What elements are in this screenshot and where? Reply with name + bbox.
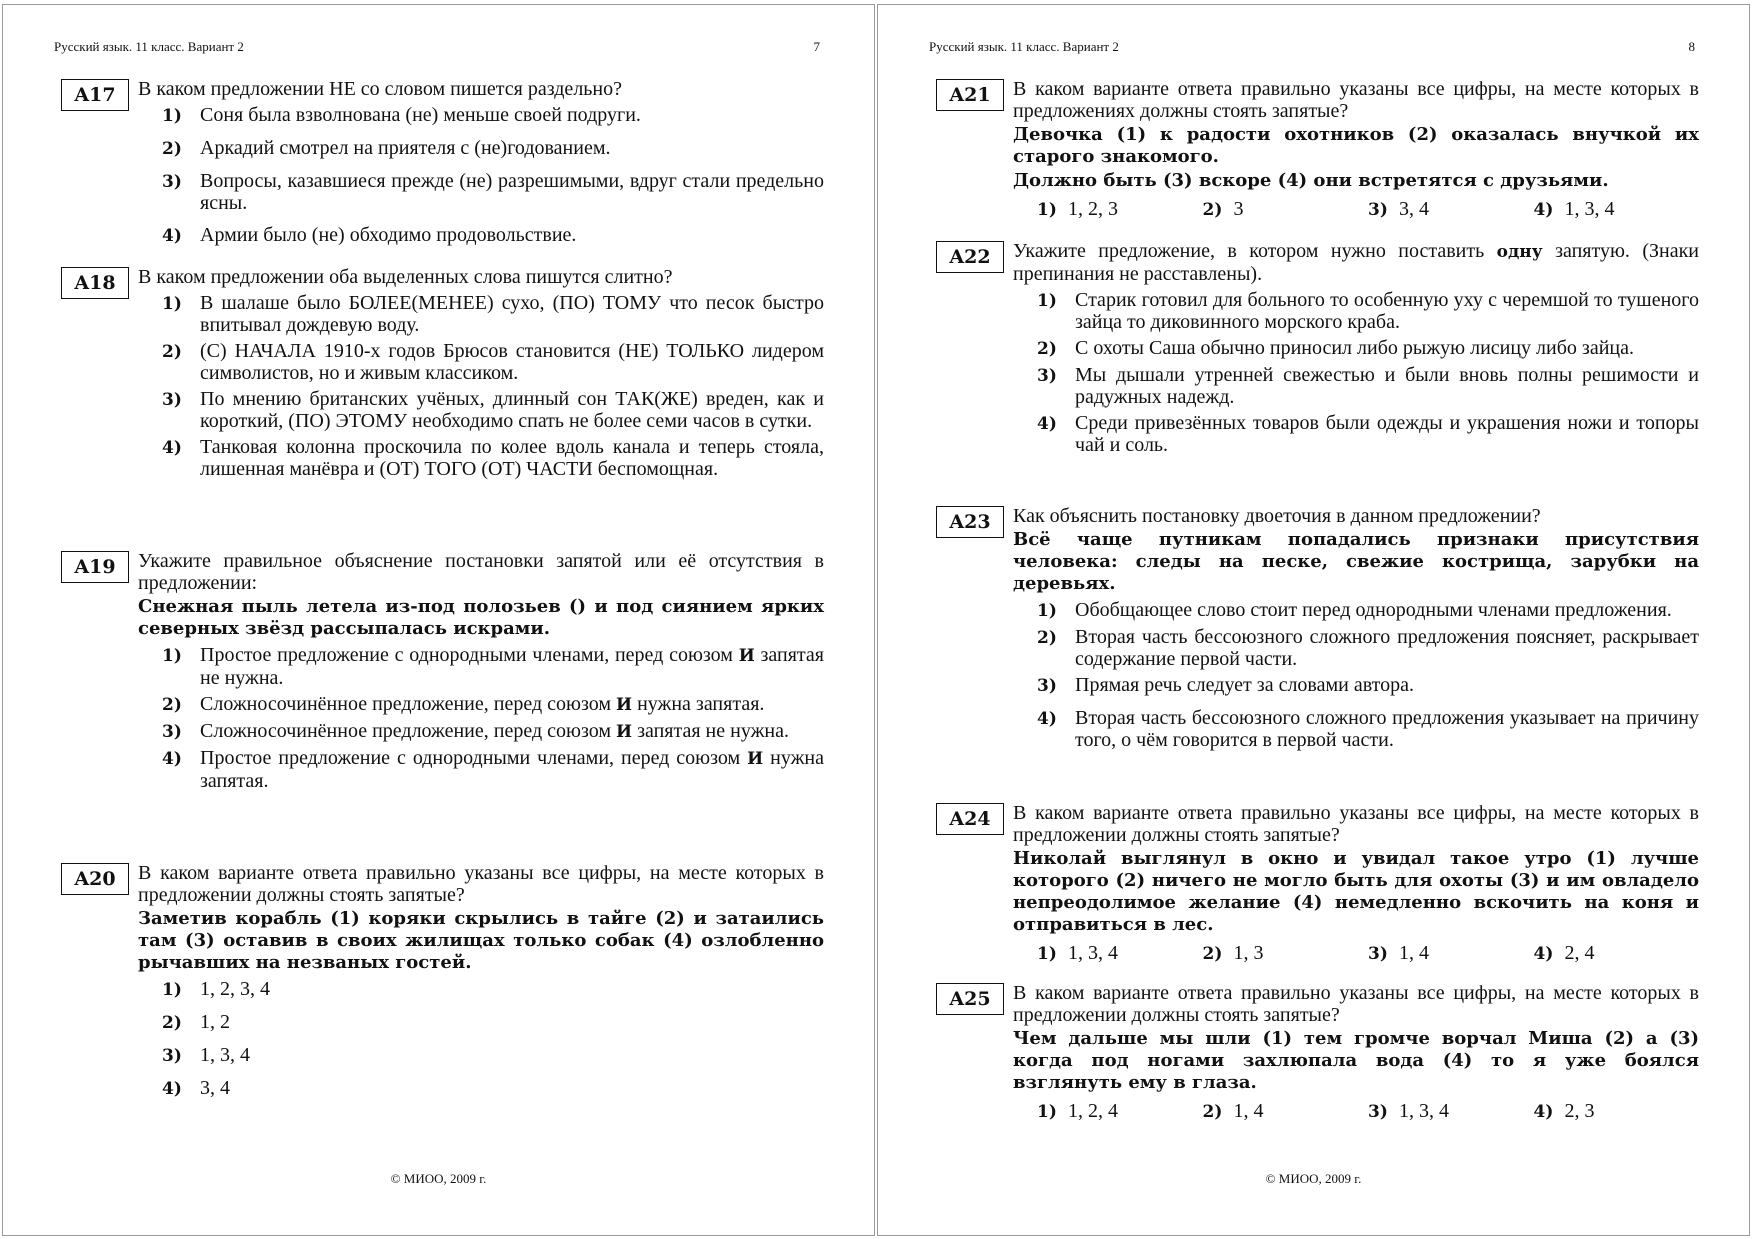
option-number: 2) [162, 1013, 182, 1033]
option-number: 1) [1037, 601, 1057, 621]
option-number: 2) [1037, 339, 1057, 359]
question-a24 [949, 802, 1699, 965]
option-text: Танковая колонна проскочила по колее вдоль канала и теперь стояла, лишенная манёвра и (ОТ) ТОГО (ОТ) ЧАСТИ беспомощная. [200, 436, 824, 480]
header-title: Русский язык. 11 класс. Вариант 2 [54, 39, 244, 54]
question-sentence: Николай выглянул в окно и увидал такое утро (1) лучше которого (2) ничего не могло быть для охоты (3) и им овладело непреодолимое желание (4) немедленно вскочить на коня и отправиться в лес. [1013, 848, 1699, 935]
question-sentence: Чем дальше мы шли (1) тем громче ворчал Миша (2) а (3) когда под ногами захлюпала вода (4) то я уже боялся взглянуть ему в глаза. [1013, 1028, 1699, 1093]
option-number: 1) [1037, 200, 1057, 220]
option-number: 1) [1037, 944, 1057, 964]
option-number: 3) [1037, 366, 1057, 386]
answer-option[interactable] [1203, 198, 1369, 221]
option-number: 1) [1037, 291, 1057, 311]
question-number-badge: A25 [936, 983, 1004, 1015]
option-text: Сложносочинённое предложение, перед союзом И запятая не нужна. [200, 720, 789, 742]
answer-option[interactable] [138, 1044, 824, 1067]
answer-option[interactable] [1013, 674, 1699, 697]
option-text: Старик готовил для больного то особенную уху с черемшой то тушеного зайца то диковинного морского краба. [1075, 289, 1699, 333]
page-header [54, 39, 820, 55]
option-number: 3) [1037, 676, 1057, 696]
answer-option[interactable] [1368, 198, 1534, 221]
question-a22 [949, 240, 1700, 456]
question-number-badge: A22 [936, 241, 1004, 273]
question-text: В каком варианте ответа правильно указаны все цифры, на месте которых в предложении должны стоять запятые? [1013, 982, 1699, 1026]
option-text: Армии было (не) обходимо продовольствие. [200, 224, 577, 246]
option-text: 1, 2, 4 [1068, 1100, 1118, 1122]
option-text: 1, 3 [1233, 942, 1264, 964]
page-footer: © МИОО, 2009 г. [1265, 1171, 1362, 1186]
question-text: В каком варианте ответа правильно указаны все цифры, на месте которых в предложениях должны стоять запятые? [1013, 78, 1699, 122]
answer-option[interactable] [138, 104, 824, 127]
option-number: 1) [162, 294, 182, 314]
option-number: 3) [162, 722, 182, 742]
answer-option[interactable] [138, 978, 824, 1001]
option-number: 4) [162, 438, 182, 458]
option-text: 2, 4 [1564, 942, 1595, 964]
option-text: Простое предложение с однородными членами, перед союзом И запятая не нужна. [200, 644, 824, 689]
question-text: Укажите правильное объяснение постановки запятой или её отсутствия в предложении: [138, 550, 824, 594]
answer-option[interactable] [138, 388, 824, 432]
option-number: 2) [1202, 944, 1223, 964]
question-text: Как объяснить постановку двоеточия в данном предложении? [1013, 505, 1541, 527]
answer-option[interactable] [1534, 1100, 1700, 1123]
option-text: Прямая речь следует за словами автора. [1075, 674, 1415, 696]
option-number: 1) [162, 106, 182, 126]
answer-option[interactable] [1368, 1100, 1534, 1123]
option-text: 1, 3, 4 [200, 1044, 250, 1066]
question-number-badge: A24 [936, 803, 1004, 835]
question-sentence: Девочка (1) к радости охотников (2) оказалась внучкой их старого знакомого. [1013, 124, 1699, 167]
option-text: 3, 4 [200, 1077, 230, 1099]
question-a20 [74, 862, 824, 1100]
answer-option[interactable] [1013, 626, 1699, 670]
option-number: 3) [162, 390, 182, 410]
option-number: 3) [1368, 944, 1388, 964]
question-number-badge: A21 [936, 79, 1004, 111]
answer-option[interactable] [138, 340, 824, 384]
answer-option[interactable] [138, 747, 824, 792]
right-page [877, 4, 1750, 1236]
header-title: Русский язык. 11 класс. Вариант 2 [929, 39, 1119, 54]
option-text: (С) НАЧАЛА 1910-х годов Брюсов становится (НЕ) ТОЛЬКО лидером символистов, но и живым классиком. [200, 340, 824, 384]
question-number-badge: A19 [61, 551, 129, 583]
answer-option[interactable] [1203, 942, 1369, 965]
question-number-badge: A18 [61, 267, 129, 299]
option-text: 3 [1233, 198, 1244, 220]
answer-option[interactable] [1037, 198, 1203, 221]
answer-option[interactable] [1368, 942, 1534, 965]
option-text: Среди привезённых товаров были одежды и украшения ножи и топоры чай и соль. [1075, 412, 1699, 456]
answer-option[interactable] [138, 137, 824, 160]
option-text: 2, 3 [1564, 1100, 1595, 1122]
page-number: 7 [813, 39, 820, 54]
option-number: 2) [1202, 1102, 1223, 1122]
option-number: 3) [162, 1046, 182, 1066]
answer-option[interactable] [138, 224, 824, 247]
answer-option[interactable] [1013, 364, 1699, 408]
question-text: В каком варианте ответа правильно указаны все цифры, на месте которых в предложении должны стоять запятые? [1013, 802, 1699, 846]
option-number: 2) [162, 342, 182, 362]
answer-option[interactable] [1013, 707, 1699, 751]
option-text: 3, 4 [1399, 198, 1429, 220]
answer-option[interactable] [1037, 1100, 1203, 1123]
option-number: 2) [1037, 628, 1057, 648]
option-number: 4) [1037, 709, 1057, 729]
option-text: Вопросы, казавшиеся прежде (не) разрешимыми, вдруг стали предельно ясны. [200, 170, 824, 214]
option-number: 4) [162, 749, 182, 769]
option-number: 4) [1533, 200, 1554, 220]
option-number: 3) [162, 172, 182, 192]
left-page [2, 4, 875, 1236]
option-text: 1, 3, 4 [1068, 942, 1118, 964]
option-number: 3) [1368, 1102, 1388, 1122]
question-number-badge: A17 [61, 79, 129, 111]
option-text: 1, 4 [1233, 1100, 1264, 1122]
question-number-badge: A23 [936, 506, 1004, 538]
answer-option[interactable] [138, 1077, 824, 1100]
option-number: 2) [162, 139, 182, 159]
page-footer: © МИОО, 2009 г. [390, 1171, 487, 1186]
answer-option[interactable] [138, 693, 824, 716]
question-sentence: Заметив корабль (1) коряки скрылись в тайге (2) и затаились там (3) оставив в своих жилищах только собак (4) озлобленно рычавших на незваных гостей. [138, 908, 824, 973]
option-text: Соня была взволнована (не) меньше своей подруги. [200, 104, 641, 126]
option-text: По мнению британских учёных, длинный сон ТАК(ЖЕ) вреден, как и короткий, (ПО) ЭТОМУ необходимо спать не более семи часов в сутки. [200, 388, 824, 432]
option-number: 2) [162, 695, 182, 715]
answer-option[interactable] [1203, 1100, 1369, 1123]
question-text: В каком предложении оба выделенных слова пишутся слитно? [138, 266, 673, 288]
question-a21 [949, 78, 1699, 221]
question-a18 [74, 266, 824, 480]
option-text: С охоты Саша обычно приносил либо рыжую лисицу либо зайца. [1075, 337, 1634, 359]
option-text: 1, 2, 3 [1068, 198, 1118, 220]
answer-option[interactable] [1534, 942, 1700, 965]
option-number: 4) [1533, 1102, 1554, 1122]
option-text: Сложносочинённое предложение, перед союзом И нужна запятая. [200, 693, 765, 715]
option-number: 4) [162, 1079, 182, 1099]
option-text: В шалаше было БОЛЕЕ(МЕНЕЕ) сухо, (ПО) ТОМУ что песок быстро впитывал дождевую воду. [200, 292, 824, 336]
option-number: 4) [1533, 944, 1554, 964]
answer-option[interactable] [138, 436, 824, 480]
option-text: Вторая часть бессоюзного сложного предложения поясняет, раскрывает содержание первой части. [1075, 626, 1699, 670]
question-sentence-2: Должно быть (3) вскоре (4) они встретятся с друзьями. [1013, 170, 1609, 191]
answer-option[interactable] [1013, 337, 1699, 360]
question-sentence: Всё чаще путникам попадались признаки присутствия человека: следы на песке, свежие кострища, зарубки на деревьях. [1013, 529, 1699, 594]
answer-option[interactable] [1013, 412, 1699, 456]
answer-option[interactable] [1013, 599, 1699, 622]
answer-option[interactable] [1013, 289, 1699, 333]
option-text: Аркадий смотрел на приятеля с (не)годованием. [200, 137, 611, 159]
page-number: 8 [1688, 39, 1695, 54]
option-text: Вторая часть бессоюзного сложного предложения указывает на причину того, о чём говорится в первой части. [1075, 707, 1699, 751]
question-a19 [74, 550, 824, 792]
question-text: В каком варианте ответа правильно указаны все цифры, на месте которых в предложении должны стоять запятые? [138, 862, 824, 906]
option-text: 1, 4 [1399, 942, 1429, 964]
option-text: 1, 2, 3, 4 [200, 978, 270, 1000]
question-a25 [949, 982, 1699, 1123]
answer-option[interactable] [138, 292, 824, 336]
option-text: Обобщающее слово стоит перед однородными членами предложения. [1075, 599, 1672, 621]
option-text: Простое предложение с однородными членами, перед союзом И нужна запятая. [200, 747, 824, 792]
option-number: 1) [1037, 1102, 1057, 1122]
question-sentence: Снежная пыль летела из-под полозьев () и под сиянием ярких северных звёзд рассыпалась искрами. [138, 596, 824, 639]
answer-option[interactable] [1534, 198, 1700, 221]
question-number-badge: A20 [61, 863, 129, 895]
answer-option[interactable] [138, 720, 824, 743]
page-header [929, 39, 1695, 55]
option-text: 1, 2 [200, 1011, 230, 1033]
option-number: 1) [162, 980, 182, 1000]
option-text: Мы дышали утренней свежестью и были вновь полны решимости и радужных надежд. [1075, 364, 1699, 408]
answer-option[interactable] [138, 170, 824, 214]
option-number: 4) [162, 226, 182, 246]
option-number: 2) [1202, 200, 1223, 220]
option-number: 4) [1037, 414, 1057, 434]
question-a17 [74, 78, 824, 247]
option-number: 1) [162, 646, 182, 666]
option-number: 3) [1368, 200, 1388, 220]
option-text: 1, 3, 4 [1564, 198, 1615, 220]
answer-option[interactable] [138, 644, 824, 689]
question-a23 [949, 505, 1699, 751]
question-text: В каком предложении НЕ со словом пишется раздельно? [138, 78, 622, 100]
option-text: 1, 3, 4 [1399, 1100, 1449, 1122]
question-text: Укажите предложение, в котором нужно поставить одну запятую. (Знаки препинания не расставлены). [1013, 240, 1700, 285]
answer-option[interactable] [1037, 942, 1203, 965]
answer-option[interactable] [138, 1011, 824, 1034]
